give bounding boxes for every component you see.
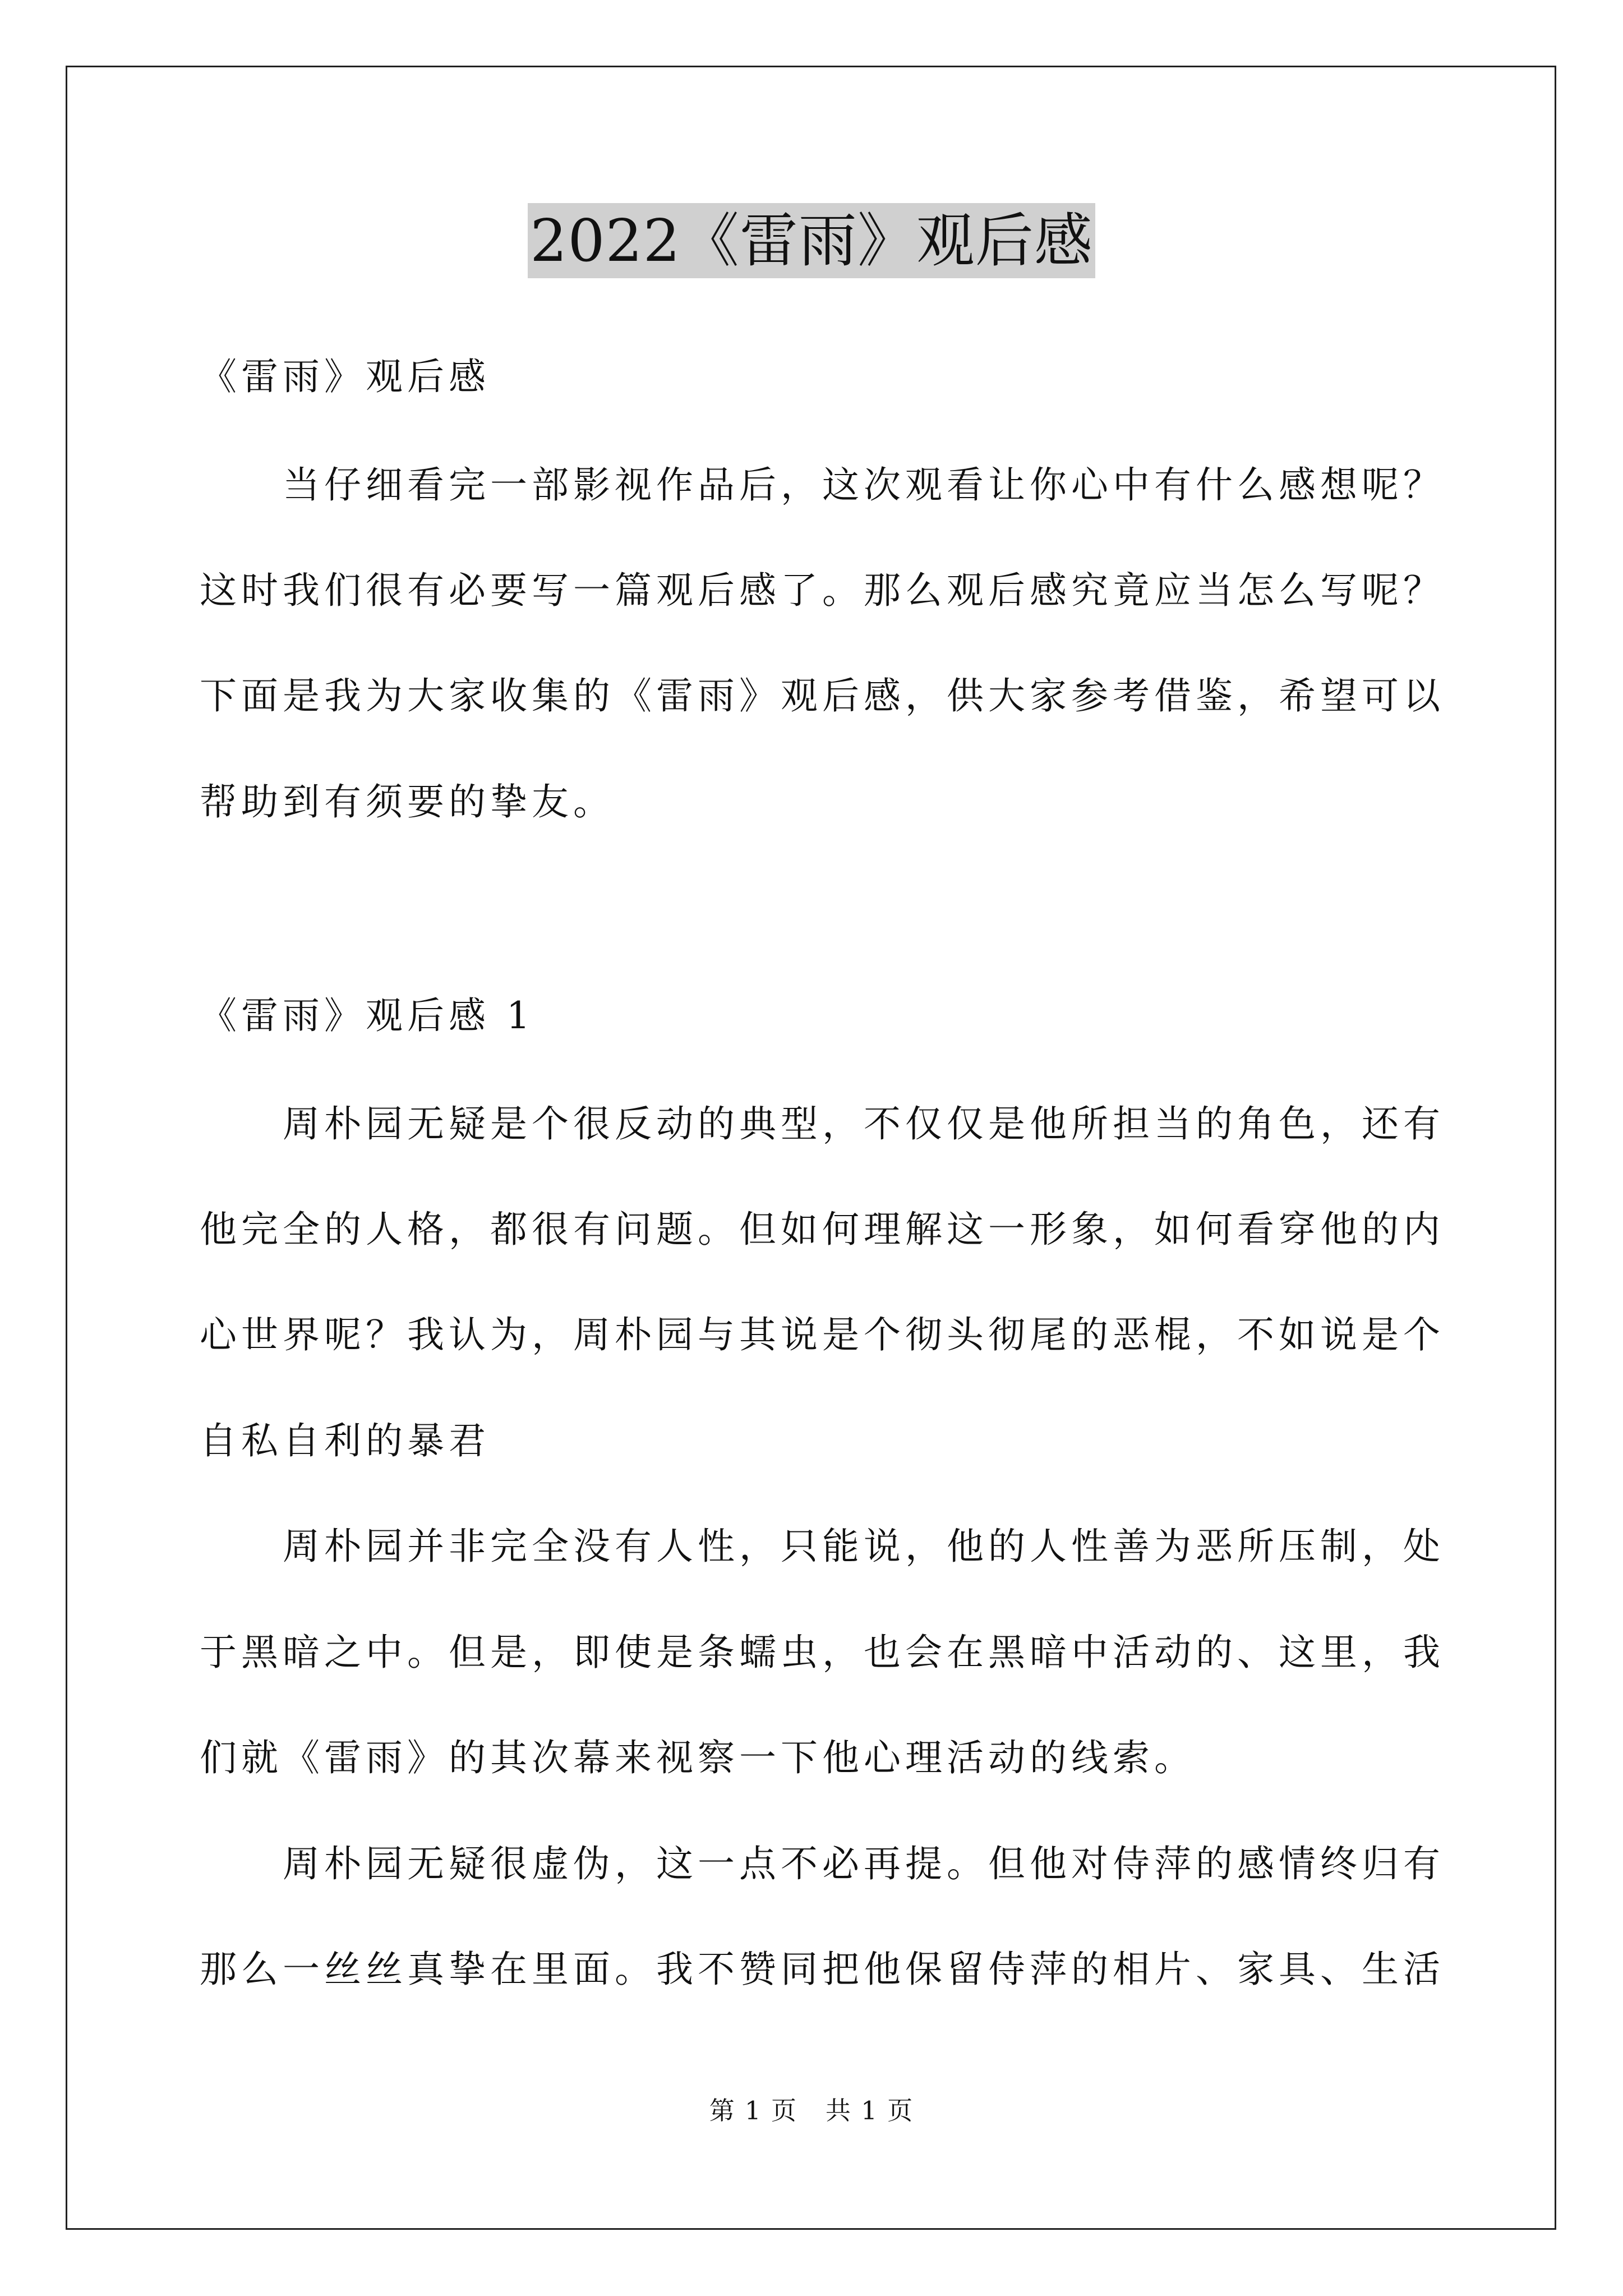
page-footer [0,2094,1623,2128]
intro-line: 下面是我为大家收集的《雷雨》观后感，供大家参考借鉴，希望可以 [200,674,1445,717]
section-heading: 《雷雨》观后感 1 [200,994,534,1037]
paragraph-line: 们就《雷雨》的其次幕来视察一下他心理活动的线索。 [200,1736,1196,1779]
paragraph-line: 心世界呢？我认为，周朴园与其说是个彻头彻尾的恶棍，不如说是个 [200,1313,1445,1356]
intro-line: 当仔细看完一部影视作品后，这次观看让你心中有什么感想呢？ [283,463,1445,507]
intro-line: 这时我们很有必要写一篇观后感了。那么观后感究竟应当怎么写呢？ [200,569,1445,612]
page-total: 共 1 页 [826,2096,914,2125]
page-number: 第 1 页 [709,2096,797,2125]
paragraph-line: 周朴园无疑是个很反动的典型，不仅仅是他所担当的角色，还有 [283,1102,1445,1145]
intro-line: 帮助到有须要的挚友。 [200,780,615,823]
paragraph-line: 那么一丝丝真挚在里面。我不赞同把他保留侍萍的相片、家具、生活 [200,1948,1445,1991]
document-title: 2022《雷雨》观后感 [528,203,1095,278]
paragraph-line: 周朴园无疑很虚伪，这一点不必再提。但他对侍萍的感情终归有 [283,1842,1445,1885]
title-container [0,203,1623,278]
intro-heading: 《雷雨》观后感 [200,355,490,398]
paragraph-line: 他完全的人格，都很有问题。但如何理解这一形象，如何看穿他的内 [200,1208,1445,1251]
paragraph-line: 于黑暗之中。但是，即使是条蠕虫，也会在黑暗中活动的、这里，我 [200,1631,1445,1674]
paragraph-line: 自私自利的暴君 [200,1419,490,1462]
paragraph-line: 周朴园并非完全没有人性，只能说，他的人性善为恶所压制，处 [283,1525,1445,1568]
